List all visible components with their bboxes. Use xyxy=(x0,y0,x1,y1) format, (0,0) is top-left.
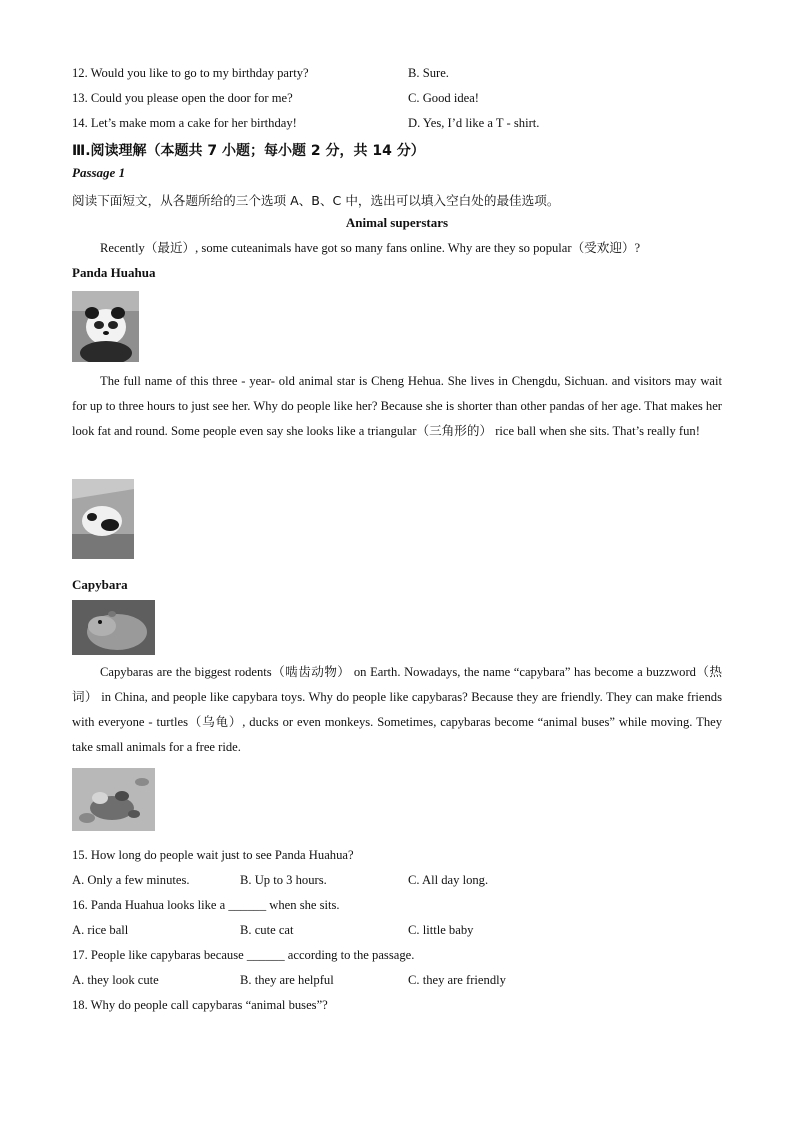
q16-option-a: A. rice ball xyxy=(72,923,129,937)
question-18: 18. Why do people call capybaras “animal buses”? xyxy=(72,998,328,1012)
article-title: Animal superstars xyxy=(345,215,449,230)
q15-option-b: B. Up to 3 hours. xyxy=(240,873,327,887)
matching-answer-d: D. Yes, I’d like a T - shirt. xyxy=(408,116,540,130)
matching-answer-c: C. Good idea! xyxy=(408,91,479,105)
q16-option-c: C. little baby xyxy=(408,923,474,937)
article-intro: Recently（最近）, some cuteanimals have got so many fans online. Why are they so popular（受欢迎）? xyxy=(100,241,641,255)
q17-option-b: B. they are helpful xyxy=(240,973,334,987)
capybara-photo-1 xyxy=(72,600,155,655)
q17-option-a: A. they look cute xyxy=(72,973,159,987)
question-15: 15. How long do people wait just to see Panda Huahua? xyxy=(72,848,354,862)
capybara-photo-2 xyxy=(72,768,155,831)
q16-option-b: B. cute cat xyxy=(240,923,294,937)
panda-heading: Panda Huahua xyxy=(72,265,156,280)
instructions: 阅读下面短文，从各题所给的三个选项 A、B、C 中，选出可以填入空白处的最佳选项。 xyxy=(72,193,560,208)
q15-option-c: C. All day long. xyxy=(408,873,489,887)
capybara-heading: Capybara xyxy=(72,577,128,592)
passage-label: Passage 1 xyxy=(72,165,126,180)
panda-paragraph: The full name of this three - year- old animal star is Cheng Hehua. She lives in Chengdu, Sichuan. and visitors may wait for up to three hours to just see her. Why do people like her? Because she is shorter than other pandas of her age. That makes her look fat and round. Some people even say she looks like a triangular（三角形的） rice ball when she sits. That’s really fun! xyxy=(72,374,722,438)
matching-question-14: 14. Let’s make mom a cake for her birthday! xyxy=(72,116,297,130)
question-17: 17. People like capybaras because ______ according to the passage. xyxy=(72,948,415,962)
matching-answer-b: B. Sure. xyxy=(408,66,449,80)
q17-option-c: C. they are friendly xyxy=(408,973,506,987)
matching-question-12: 12. Would you like to go to my birthday party? xyxy=(72,66,309,80)
question-16: 16. Panda Huahua looks like a ______ when she sits. xyxy=(72,898,340,912)
section-title: Ⅲ.阅读理解（本题共 7 小题；每小题 2 分，共 14 分） xyxy=(72,143,425,159)
panda-photo-1 xyxy=(72,291,139,362)
panda-photo-2 xyxy=(72,479,134,559)
q15-option-a: A. Only a few minutes. xyxy=(72,873,190,887)
capybara-paragraph: Capybaras are the biggest rodents（啮齿动物） on Earth. Nowadays, the name “capybara” has become a buzzword（热词） in China, and people like capybara toys. Why do people like capybaras? Because they are friendly. They can make friends with everyone - turtles（乌龟）, ducks or even monkeys. Sometimes, capybaras become “animal buses” while moving. They take small animals for a free ride. xyxy=(72,665,722,754)
matching-question-13: 13. Could you please open the door for me? xyxy=(72,91,293,105)
